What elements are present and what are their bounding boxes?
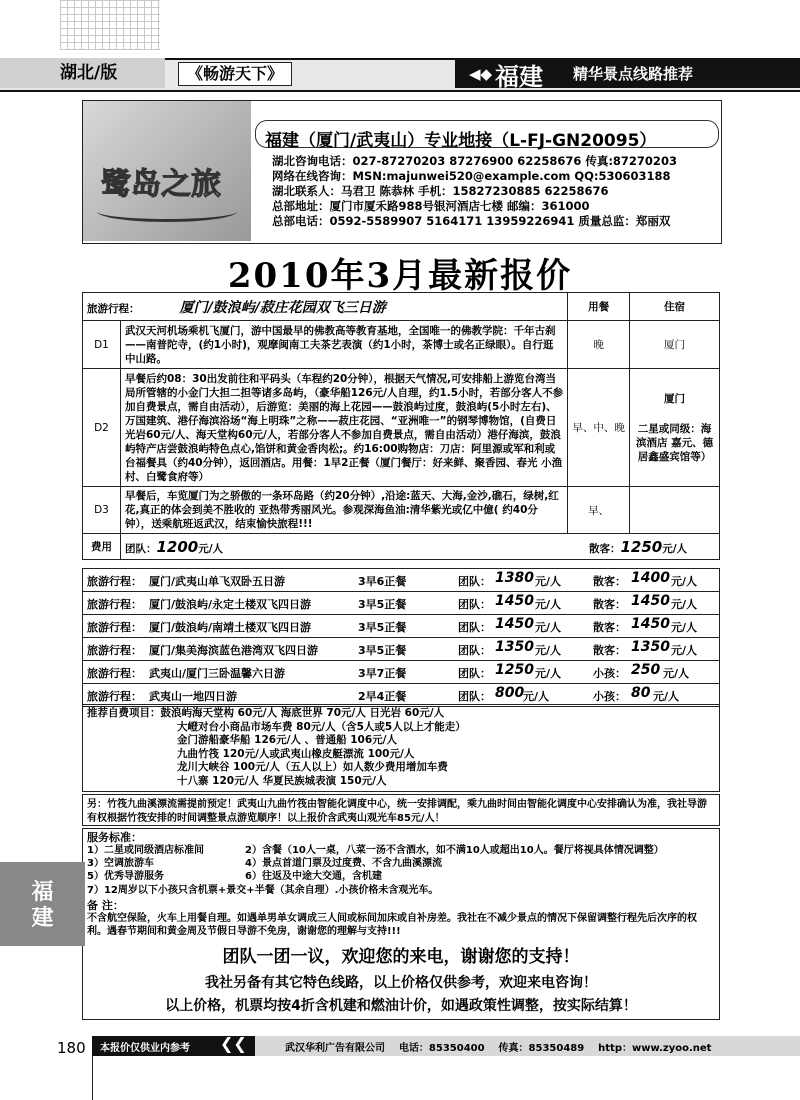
price-unit: 元/人 [535,667,562,680]
other-price: 1450 [631,616,670,632]
logo-wave-icon [97,201,237,222]
self-pay-line: 九曲竹筏 120元/人或武夷山橡皮艇漂流 100元/人 [177,747,415,760]
price-unit: 元/人 [671,644,698,657]
group-label: 团队： [458,598,491,611]
other-label: 小孩： [593,690,626,703]
route-meals: 2早4正餐 [358,690,407,703]
route-label: 旅游行程： [87,667,142,680]
route-name: 厦门/武夷山单飞双卧五日游 [149,575,286,588]
footer-fax: 传真：85350489 [498,1043,585,1054]
company-line: 湖北咨询电话：027-87270203 87276900 62258676 传真:87270203 [272,154,677,168]
day-stay [630,487,720,534]
price-unit: 元/人 [663,667,690,680]
price-unit: 元/人 [535,598,562,611]
other-price: 80 [631,685,651,701]
service-title: 服务标准： [87,831,142,844]
remark-title: 备 注： [87,899,124,912]
notice-box [82,794,720,826]
itinerary-table [82,292,720,560]
chevron-left-icon: ❮❮ [220,1034,247,1053]
day-stay-note: 二星或同级：海滨酒店 嘉元、德居鑫盛宾馆等） [635,422,714,463]
route-name: 武夷山/厦门三卧温馨六日游 [149,667,286,680]
route-row [82,592,720,615]
price-unit: 元/人 [671,621,698,634]
price-unit: 元/人 [653,690,680,703]
footer-note: 本报价仅供业内参考 [100,1043,190,1054]
day-label: D1 [83,321,121,369]
company-line: 总部地址：厦门市厦禾路988号银河酒店七楼 邮编：361000 [272,199,590,213]
day-row [83,487,720,534]
company-logo [83,101,251,241]
price-unit: 元/人 [535,575,562,588]
footer-company: 武汉华利广告有限公司 [285,1043,385,1054]
day-desc: 武汉天河机场乘机飞厦门，游中国最早的佛教高等教育基地，全国唯一的佛教学院：千年古刹——南普陀寺，(约1小时)，观摩闽南工夫茶艺表演（约1小时，茶博士或名正绿眼）。自行逛中山路。 [120,321,567,369]
route-row [82,568,720,592]
main-title: 2010年3月最新报价 [227,256,573,296]
route-row [82,638,720,661]
price-unit: 元/人 [535,644,562,657]
price-unit: 元/人 [523,690,550,703]
routes-list [82,568,720,707]
region-label: 湖北/版 [0,58,165,88]
group-label: 团队： [458,644,491,657]
group-price: 1450 [495,616,534,632]
logo-text: 鹭岛之旅 [101,167,221,202]
other-price: 1450 [631,593,670,609]
group-price: 1450 [495,593,534,609]
company-line: 网络在线咨询：MSN:majunwei520@example.com QQ:530603188 [272,169,671,183]
service-item: 7）12周岁以下小孩只含机票+景交+半餐（其余自理）.小孩价格未含观光车。 [87,885,439,896]
self-pay-line: 鼓浪屿海天堂构 60元/人 海底世界 70元/人 日光岩 60元/人 [160,707,445,719]
notice-text: 另：竹筏九曲溪漂流需提前预定！武夷山九曲竹筏由智能化调度中心，统一安排调配，乘九曲时间由智能化调度中心安排确认为准，我社导游有权根据竹筏安排的时间调整景点游览顺序！以上报价含武夷山观光车85元/人！ [87,799,707,824]
price-unit: 元/人 [662,543,688,555]
group-price: 800 [495,685,525,701]
other-label: 散客： [593,598,626,611]
route-meals: 3早5正餐 [358,598,407,611]
self-pay-line: 金门游船豪华船 126元/人 、普通船 106元/人 [177,734,397,746]
day-stay-cell [630,369,720,487]
group-label: 团队： [458,690,491,703]
route-label: 旅游行程： [87,690,142,703]
itinerary-header-row [83,293,720,321]
fee-label: 费用 [83,534,121,560]
route-name: 厦门/集美海滨蓝色港湾双飞四日游 [149,644,319,657]
day-row [83,321,720,369]
single-label: 散客： [588,543,621,555]
service-item: 5）优秀导游服务 [87,871,164,882]
fee-row [83,534,720,560]
slogan-line: 我社另备有其它特色线路，以上价格仅供参考，欢迎来电咨询！ [205,975,597,991]
series-title: 《畅游天下》 [178,62,292,86]
price-unit: 元/人 [535,621,562,634]
route-label: 旅游行程： [87,302,140,315]
route-label: 旅游行程： [87,644,142,657]
route-name: 厦门/鼓浪屿/菽庄花园双飞三日游 [179,299,386,316]
diamond-arrow-icon: ◀◆ [469,65,493,83]
group-label: 团队： [458,621,491,634]
route-name: 厦门/鼓浪屿/南靖土楼双飞四日游 [149,621,312,634]
route-label: 旅游行程： [87,575,142,588]
route-meals: 3早5正餐 [358,644,407,657]
route-row [82,661,720,684]
day-stay: 厦门 [630,321,720,369]
footer-divider [92,1056,93,1100]
price-unit: 元/人 [198,542,224,555]
day-label: D3 [83,487,121,534]
self-pay-line: 龙川大峡谷 100元/人（五人以上）如人数少费用增加车费 [177,761,448,773]
other-label: 散客： [593,575,626,588]
side-tab-label: 福建 [31,880,54,931]
decorative-grid [60,0,160,50]
footer-tel: 电话：85350400 [398,1043,485,1054]
fujian-subtitle: 精华景点线路推荐 [573,65,694,83]
fujian-banner [455,58,800,91]
day-stay: 厦门 [664,392,686,405]
day-label: D2 [83,369,121,487]
page-number: 180 [57,1039,86,1057]
side-tab [0,862,85,946]
other-label: 散客： [593,644,626,657]
company-line: 总部电话：0592-5589907 5164171 13959226941 质量总监：郑丽双 [272,214,671,228]
group-label: 团队： [458,575,491,588]
footer-web: http：www.zyoo.net [598,1043,712,1054]
other-price: 1400 [631,570,670,586]
footer-contact [285,1039,711,1054]
meal-header: 用餐 [568,293,630,321]
day-row [83,369,720,487]
single-price: 1250 [620,538,663,556]
fee-cell [120,534,719,560]
group-label: 团队： [124,542,157,555]
stay-header: 住宿 [630,293,720,321]
group-price: 1350 [495,639,534,655]
other-price: 250 [631,662,661,678]
route-name: 厦门/鼓浪屿/永定土楼双飞四日游 [149,598,312,611]
day-desc: 早餐后，车览厦门为之骄傲的一条环岛路（约20分钟）,沿途:蓝天、大海,金沙,礁石，绿树,红花,真正的体会到美不胜收的 亚热带秀丽风光。参观深海鱼油:清华紫光或亿中億( 约40分钟），送乘航班返武汉，结束愉快旅程!!! [120,487,567,534]
route-meals: 3早6正餐 [358,575,407,588]
day-meal: 早、 [568,487,630,534]
day-meal: 晚 [568,321,630,369]
route-cell [83,293,568,321]
price-unit: 元/人 [671,575,698,588]
price-unit: 元/人 [671,598,698,611]
group-price: 1200 [156,537,199,556]
service-item: 2）含餐（10人一桌，八菜一汤不含酒水，如不满10人或超出10人。餐厅将视具体情况调整） [245,845,664,856]
service-grid [87,844,715,884]
self-pay-box [82,704,720,792]
self-pay-line: 大嶝对台小商品市场车费 80元/人（含5人或5人以上才能走） [177,720,466,733]
slogan-line: 以上价格，机票均按4折含机建和燃油计价，如遇政策性调整，按实际结算！ [165,998,637,1014]
other-price: 1350 [631,639,670,655]
day-desc: 早餐后约08：30出发前往和平码头（车程约20分钟），根据天气情况,可安排船上游览台湾当局所管辖的小金门大担二担等诸多岛屿，（豪华船126元/人自理，约1.5小时，若部分客人不参加自费景点，需自由活动），后游览：美丽的海上花园——鼓浪屿过度，鼓浪屿(5小时左右)、万国建筑、港仔海滨浴场“海上明珠”之称——菽庄花园、“亚洲唯一”的钢琴博物馆，(自费日光岩60元/人、海天堂构60元/人，若部分客人不参加自费景点，需自由活动）港仔海滨，鼓浪屿特产店尝鼓浪屿特色点心,馅饼和黄金香肉松;。约16:00购物店：刀店：阿里源或军和利或台福餐具（约40分钟），返回酒店。用餐：1早2正餐（厦门餐厅：好来鲜、聚香园、春光 小渔村、白鹭食府等） [120,369,567,487]
route-label: 旅游行程： [87,598,142,611]
service-item: 1）二星或同级酒店标准间 [87,845,204,856]
group-price: 1250 [495,662,534,678]
service-item: 4）景点首道门票及过度费、不含九曲溪漂流 [245,858,442,869]
other-label: 小孩： [593,667,626,680]
other-label: 散客： [593,621,626,634]
route-label: 旅游行程： [87,621,142,634]
service-item: 6）往返及中途大交通，含机建 [245,871,382,882]
service-item: 3）空调旅游车 [87,858,154,869]
route-meals: 3早7正餐 [358,667,407,680]
company-line: 湖北联系人：马君卫 陈恭林 手机：15827230885 62258676 [272,184,609,198]
self-pay-line: 十八寨 120元/人 华夏民族城表演 150元/人 [177,774,387,787]
group-price: 1380 [495,570,534,586]
group-label: 团队： [458,667,491,680]
route-row [82,615,720,638]
fujian-title: 福建 [495,62,543,91]
day-meal: 早、中、晚 [568,369,630,487]
company-title: 福建（厦门/武夷山）专业地接（L-FJ-GN20095） [265,131,657,151]
route-meals: 3早5正餐 [358,621,407,634]
self-pay-label: 推荐自费项目： [87,707,161,719]
slogan-main: 团队一团一议，欢迎您的来电，谢谢您的支持！ [222,947,580,967]
remark-text: 不含航空保险，火车上用餐自理。如遇单男单女调成三人间或标间加床或自补房差。我社在不减少景点的情况下保留调整行程先后次序的权利。遇春节期间和黄金周及节假日导游不免房，谢谢您的理解与支持!!! [87,913,697,937]
route-name: 武夷山一地四日游 [149,690,237,703]
